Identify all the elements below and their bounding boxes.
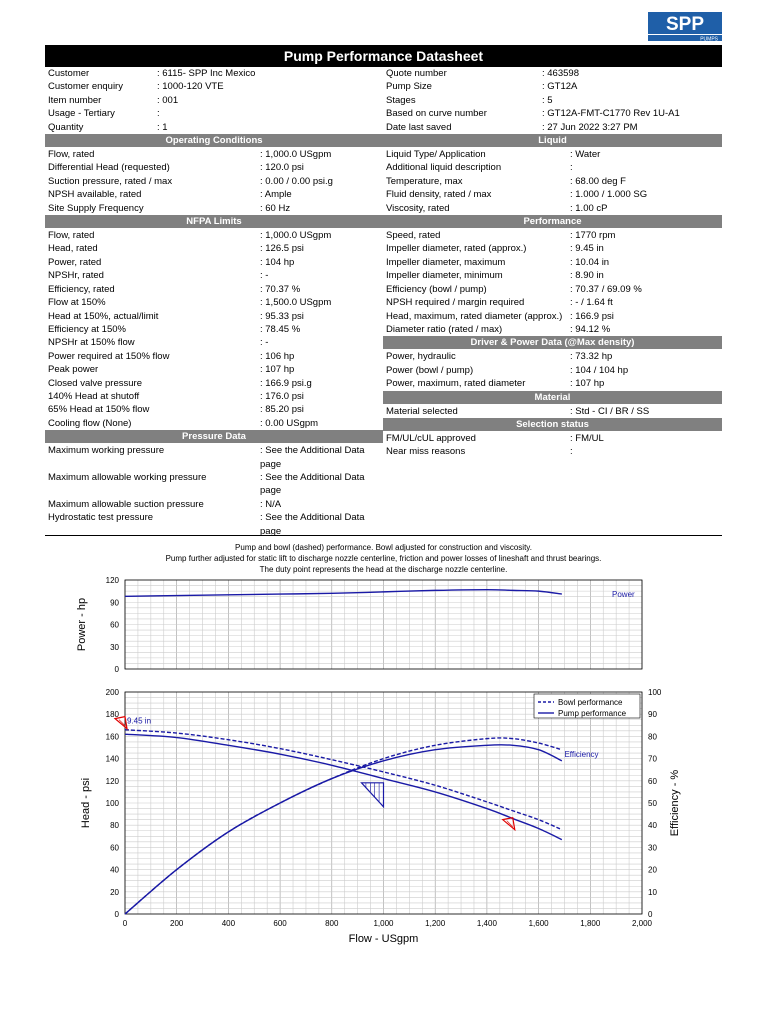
header-block <box>45 67 722 134</box>
chart-note: Pump and bowl (dashed) performance. Bowl adjusted for construction and viscosity. <box>235 543 532 552</box>
field-label: Customer <box>48 68 90 79</box>
power-series-label: Power <box>612 590 635 600</box>
head-tick: 140 <box>105 754 119 764</box>
chart-note: The duty point represents the head at the discharge nozzle centerline. <box>259 565 508 574</box>
head-tick: 160 <box>105 732 119 742</box>
field-value: : 1.00 cP <box>570 202 608 214</box>
field-label: Speed, rated <box>386 230 441 242</box>
field-value: : 1,000.0 USgpm <box>260 230 332 242</box>
field-value: : N/A <box>260 498 282 510</box>
field-label: Customer enquiry <box>48 81 123 93</box>
field-row <box>383 283 722 296</box>
field-row <box>45 202 383 215</box>
field-value: : - / 1.64 ft <box>570 297 613 309</box>
field-value: : 10.04 in <box>570 256 610 268</box>
field-value: : GT12A <box>542 81 578 93</box>
efficiency-tick: 60 <box>648 776 657 786</box>
head-tick: 180 <box>105 710 119 720</box>
section-header: Material <box>383 391 722 404</box>
chart-note: Pump further adjusted for static lift to discharge nozzle centerline, friction and power losses of lineshaft and thrust bearings. <box>165 554 602 563</box>
field-row <box>383 445 722 458</box>
field-value: : 106 hp <box>260 350 295 362</box>
field-label: Hydrostatic test pressure <box>48 512 154 524</box>
field-value: : 1.000 / 1.000 SG <box>570 189 648 201</box>
field-row <box>383 175 722 188</box>
field-row <box>45 175 383 188</box>
section-header: Liquid <box>383 134 722 147</box>
field-row <box>383 242 722 255</box>
field-label: Impeller diameter, minimum <box>386 270 503 282</box>
field-label: Site Supply Frequency <box>48 202 144 214</box>
field-label: Flow at 150% <box>48 297 106 309</box>
field-label: FM/UL/cUL approved <box>386 432 476 444</box>
field-row <box>45 296 383 309</box>
field-value: : 120.0 psi <box>260 162 304 174</box>
flow-tick: 400 <box>221 919 236 928</box>
section-header: Selection status <box>383 418 722 431</box>
field-label: Liquid Type/ Application <box>386 149 486 161</box>
field-value: : See the Additional Data page <box>260 445 365 470</box>
field-value: : 166.9 psi <box>570 310 614 322</box>
head-tick: 120 <box>105 776 119 786</box>
field-row <box>383 80 722 93</box>
field-label: Material selected <box>386 405 458 417</box>
field-value: : 1,500.0 USgpm <box>260 297 332 309</box>
logo-text: SPP <box>665 14 705 35</box>
field-label: Cooling flow (None) <box>48 417 132 429</box>
field-row <box>45 94 383 107</box>
sections-block <box>45 134 722 538</box>
field-label: Peak power <box>48 364 99 376</box>
field-value: : - <box>260 337 269 349</box>
performance-curves <box>45 535 722 961</box>
field-row <box>383 296 722 309</box>
diameter-label: 9.45 in <box>127 716 152 726</box>
sections-right <box>383 134 722 538</box>
power-tick: 60 <box>110 620 119 630</box>
field-value: : 9.45 in <box>570 243 604 255</box>
field-row <box>45 80 383 93</box>
field-value: : - <box>260 270 269 282</box>
spp-logo <box>648 12 722 42</box>
field-row <box>383 269 722 282</box>
field-row <box>45 350 383 363</box>
field-label: NPSH required / margin required <box>386 297 525 309</box>
field-label: 140% Head at shutoff <box>48 390 140 402</box>
field-row <box>45 242 383 255</box>
field-label: Maximum working pressure <box>48 445 165 457</box>
flow-tick: 1,800 <box>580 919 601 928</box>
flow-tick: 1,400 <box>476 919 497 928</box>
field-value: : 463598 <box>542 68 579 79</box>
field-row <box>45 256 383 269</box>
field-label: Pump Size <box>386 81 432 93</box>
field-label: Flow, rated <box>48 230 95 242</box>
field-row <box>45 336 383 349</box>
field-label: Flow, rated <box>48 149 95 161</box>
field-row <box>383 188 722 201</box>
field-row <box>45 390 383 403</box>
field-label: Diameter ratio (rated / max) <box>386 323 503 335</box>
efficiency-tick: 0 <box>648 910 653 919</box>
field-value: : 0.00 USgpm <box>260 417 319 429</box>
field-label: Date last saved <box>386 121 452 133</box>
efficiency-tick: 70 <box>648 754 657 764</box>
field-value: : <box>157 108 160 120</box>
flow-tick: 200 <box>170 919 184 928</box>
field-label: Differential Head (requested) <box>48 162 170 174</box>
field-row <box>45 498 383 511</box>
head-tick: 200 <box>105 688 119 697</box>
section-header: Performance <box>383 215 722 228</box>
field-row <box>383 94 722 107</box>
field-value: : 1770 rpm <box>570 230 616 242</box>
field-label: Viscosity, rated <box>386 202 450 214</box>
field-label: Based on curve number <box>386 108 487 120</box>
field-label: NPSH available, rated <box>48 189 142 201</box>
field-row <box>45 363 383 376</box>
field-label: Item number <box>48 94 102 106</box>
field-row <box>45 417 383 430</box>
head-tick: 0 <box>114 910 119 919</box>
field-value: : 0.00 / 0.00 psi.g <box>260 175 333 187</box>
field-label: Efficiency at 150% <box>48 323 126 335</box>
field-value: : <box>570 162 573 174</box>
field-value: : 73.32 hp <box>570 351 613 363</box>
legend-entry: Pump performance <box>558 709 627 718</box>
field-label: Power required at 150% flow <box>48 350 170 362</box>
field-value: : 1000-120 VTE <box>157 81 224 93</box>
field-value: : <box>570 446 573 458</box>
power-tick: 120 <box>105 576 119 585</box>
page-title: Pump Performance Datasheet <box>45 45 722 67</box>
field-label: Power (bowl / pump) <box>386 364 474 376</box>
head-curve <box>125 734 562 839</box>
field-row <box>45 323 383 336</box>
head-tick: 80 <box>110 821 119 831</box>
field-value: : 8.90 in <box>570 270 604 282</box>
power-curve <box>125 590 562 597</box>
head-tick: 40 <box>110 865 119 875</box>
field-row <box>383 432 722 445</box>
performance-chart <box>45 536 722 961</box>
spp-logo-graphic <box>648 12 722 42</box>
field-label: NPSHr, rated <box>48 270 104 282</box>
field-value: : 176.0 psi <box>260 390 304 402</box>
efficiency-tick: 80 <box>648 732 657 742</box>
field-row <box>45 269 383 282</box>
field-row <box>383 202 722 215</box>
field-label: Suction pressure, rated / max <box>48 175 173 187</box>
field-row <box>45 121 383 134</box>
section-header: Driver & Power Data (@Max density) <box>383 336 722 349</box>
field-row <box>45 444 383 471</box>
field-label: Head at 150%, actual/limit <box>48 310 159 322</box>
field-value: : 107 hp <box>570 378 605 390</box>
field-value: : 94.12 % <box>570 323 611 335</box>
head-tick: 60 <box>110 843 119 853</box>
field-value: : 1 <box>157 121 168 133</box>
field-label: Power, rated <box>48 256 102 268</box>
field-value: : 166.9 psi.g <box>260 377 312 389</box>
field-label: 65% Head at 150% flow <box>48 404 150 416</box>
chart-notes <box>45 542 722 575</box>
field-row <box>45 511 383 538</box>
field-label: Quote number <box>386 68 447 79</box>
efficiency-tick: 100 <box>648 688 662 697</box>
sections-left <box>45 134 383 538</box>
field-value: : 60 Hz <box>260 202 291 214</box>
field-value: : GT12A-FMT-C1770 Rev 1U-A1 <box>542 108 680 120</box>
efficiency-tick: 30 <box>648 843 657 853</box>
field-value: : 70.37 % <box>260 283 301 295</box>
field-value: : 107 hp <box>260 364 295 376</box>
field-label: Impeller diameter, rated (approx.) <box>386 243 527 255</box>
field-label: Quantity <box>48 121 84 133</box>
field-row <box>383 323 722 336</box>
field-row <box>383 161 722 174</box>
field-value: : Water <box>570 149 601 161</box>
field-value: : 104 / 104 hp <box>570 364 629 376</box>
flow-tick: 1,000 <box>373 919 394 928</box>
efficiency-curve <box>125 745 562 914</box>
logo-subtext: PUMPS <box>700 36 718 42</box>
field-row <box>45 107 383 120</box>
power-axis-label: Power - hp <box>76 597 88 652</box>
field-row <box>45 188 383 201</box>
field-value: : Ample <box>260 189 292 201</box>
field-label: Head, maximum, rated diameter (approx.) <box>386 310 563 322</box>
efficiency-tick: 20 <box>648 865 657 875</box>
field-row <box>45 283 383 296</box>
field-value: : 126.5 psi <box>260 243 304 255</box>
field-value: : FM/UL <box>570 432 604 444</box>
head-axis-label: Head - psi <box>80 777 92 829</box>
field-row <box>383 107 722 120</box>
field-value: : 104 hp <box>260 256 295 268</box>
section-header: NFPA Limits <box>45 215 383 228</box>
field-row <box>383 405 722 418</box>
field-value: : 6115- SPP Inc Mexico <box>157 68 256 79</box>
field-row <box>45 67 383 80</box>
field-value: : 78.45 % <box>260 323 301 335</box>
field-row <box>383 121 722 134</box>
field-row <box>45 471 383 498</box>
power-tick: 90 <box>110 598 119 608</box>
field-value: : 68.00 deg F <box>570 175 626 187</box>
field-row <box>383 350 722 363</box>
field-label: Usage - Tertiary <box>48 108 115 120</box>
field-row <box>383 364 722 377</box>
flow-tick: 2,000 <box>631 919 653 928</box>
efficiency-tick: 90 <box>648 710 657 720</box>
field-label: Power, maximum, rated diameter <box>386 378 526 390</box>
field-label: Closed valve pressure <box>48 377 142 389</box>
flow-tick: 1,600 <box>528 919 549 928</box>
field-label: Head, rated <box>48 243 98 255</box>
field-label: Maximum allowable suction pressure <box>48 498 204 510</box>
field-row <box>383 229 722 242</box>
field-value: : 85.20 psi <box>260 404 304 416</box>
efficiency-axis-label: Efficiency - % <box>669 769 681 837</box>
field-value: : See the Additional Data page <box>260 471 365 497</box>
field-row <box>383 377 722 390</box>
flow-axis-label: Flow - USgpm <box>348 933 419 945</box>
header-left <box>45 67 383 134</box>
field-row <box>383 67 722 80</box>
efficiency-label: Efficiency <box>564 750 599 760</box>
flow-tick: 600 <box>273 919 287 928</box>
efficiency-tick: 40 <box>648 821 657 831</box>
field-row <box>383 310 722 323</box>
field-label: Near miss reasons <box>386 446 466 458</box>
field-row <box>45 403 383 416</box>
field-row <box>45 161 383 174</box>
efficiency-tick: 10 <box>648 887 657 897</box>
field-label: Impeller diameter, maximum <box>386 256 506 268</box>
field-row <box>45 229 383 242</box>
field-value: : Std - CI / BR / SS <box>570 405 650 417</box>
field-label: Additional liquid description <box>386 162 502 174</box>
field-value: : 1,000.0 USgpm <box>260 149 332 161</box>
field-value: : 001 <box>157 94 179 106</box>
flow-tick: 0 <box>122 919 128 928</box>
field-label: Maximum allowable working pressure <box>48 471 207 483</box>
field-value: : 70.37 / 69.09 % <box>570 283 642 295</box>
power-tick: 0 <box>114 665 119 674</box>
field-label: NPSHr at 150% flow <box>48 337 135 349</box>
head-tick: 100 <box>105 799 119 808</box>
field-value: : 27 Jun 2022 3:27 PM <box>542 121 638 133</box>
head-tick: 20 <box>110 887 119 897</box>
field-row <box>383 148 722 161</box>
field-value: : See the Additional Data page <box>260 512 365 537</box>
power-tick: 30 <box>110 642 119 652</box>
section-header: Operating Conditions <box>45 134 383 147</box>
field-label: Efficiency (bowl / pump) <box>386 283 487 295</box>
field-value: : 95.33 psi <box>260 310 304 322</box>
field-row <box>383 256 722 269</box>
flow-tick: 1,200 <box>425 919 446 928</box>
field-row <box>45 148 383 161</box>
section-header: Pressure Data <box>45 430 383 443</box>
field-label: Temperature, max <box>386 175 463 187</box>
legend-entry: Bowl performance <box>558 698 623 707</box>
field-label: Fluid density, rated / max <box>386 189 492 201</box>
field-label: Stages <box>386 94 416 106</box>
efficiency-tick: 50 <box>648 799 657 808</box>
datasheet <box>45 45 722 538</box>
header-right <box>383 67 722 134</box>
field-label: Efficiency, rated <box>48 283 115 295</box>
field-label: Power, hydraulic <box>386 351 456 363</box>
flow-tick: 800 <box>325 919 339 928</box>
field-row <box>45 310 383 323</box>
field-row <box>45 377 383 390</box>
field-value: : 5 <box>542 94 553 106</box>
